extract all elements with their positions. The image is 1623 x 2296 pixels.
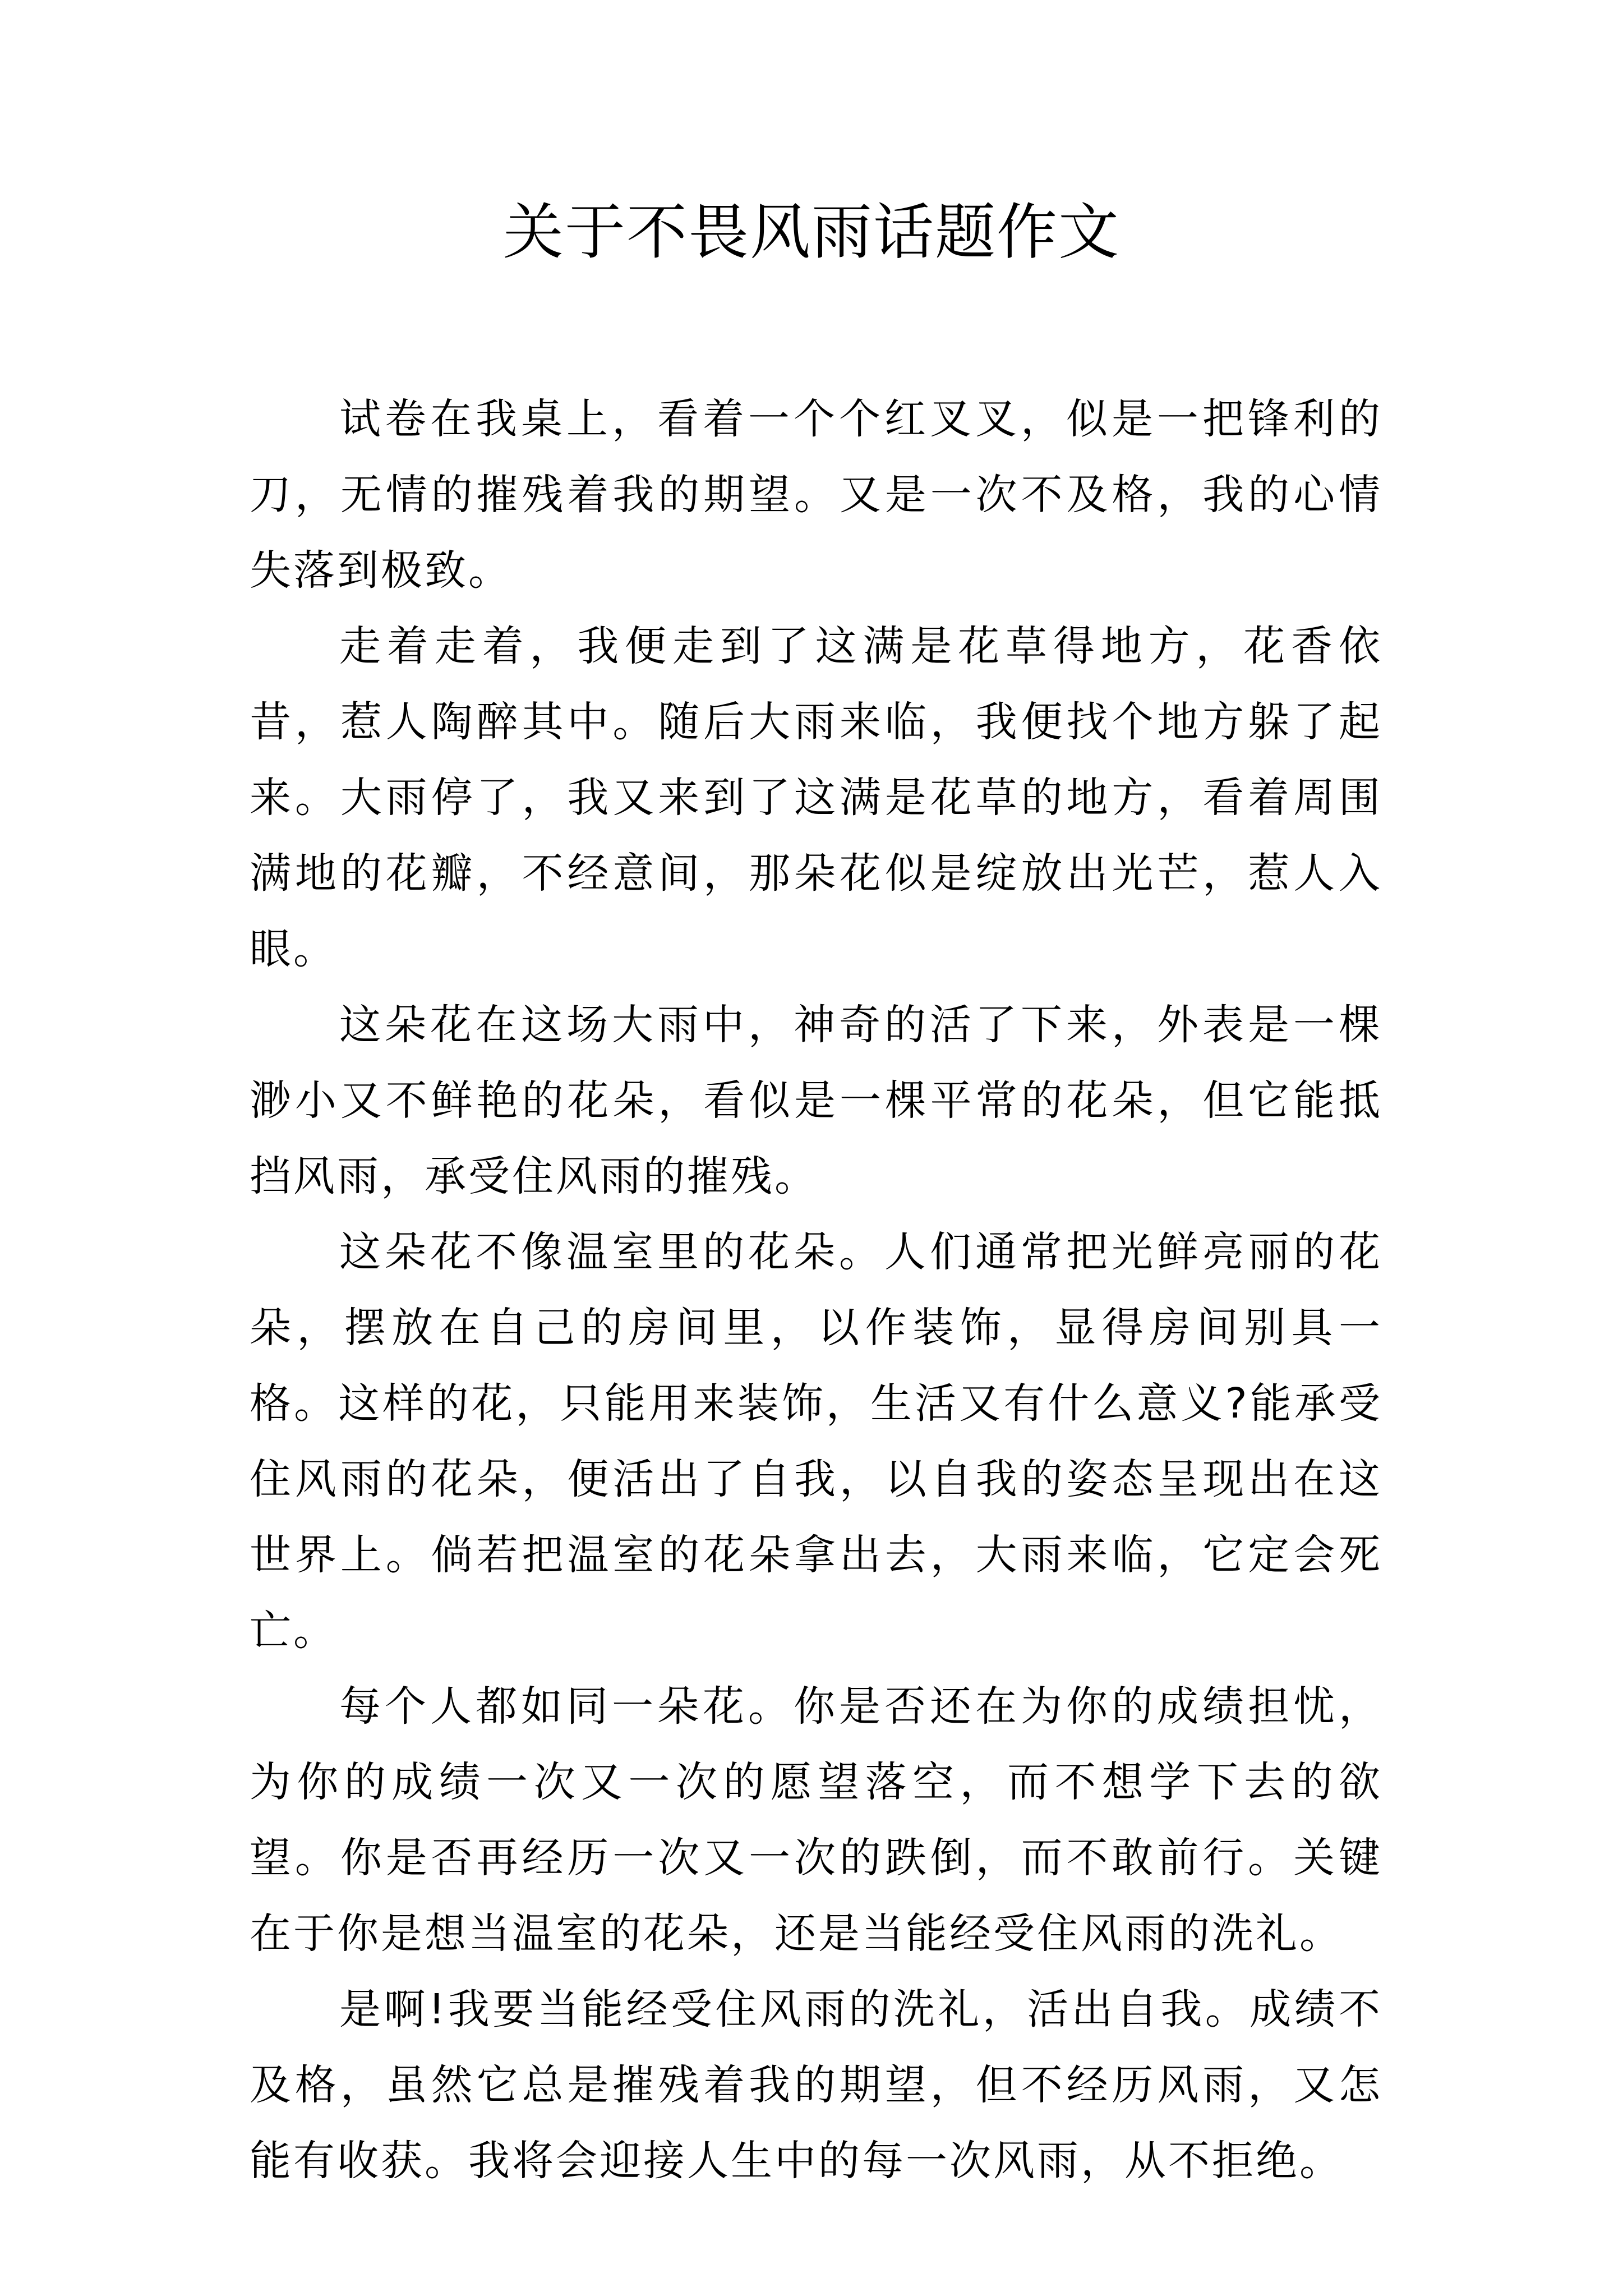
document-title: 关于不畏风雨话题作文 xyxy=(502,197,1120,268)
paragraph-5: 每个人都如同一朵花。你是否还在为你的成绩担忧，为你的成绩一次又一次的愿望落空，而不想学下去的欲望。你是否再经历一次又一次的跌倒，而不敢前行。关键在于你是想当温室的花朵，还是当能经受住风雨的洗礼。 xyxy=(250,1682,1382,1958)
paragraph-2: 走着走着，我便走到了这满是花草得地方，花香依昔，惹人陶醉其中。随后大雨来临，我便找个地方躲了起来。大雨停了，我又来到了这满是花草的地方，看着周围满地的花瓣，不经意间，那朵花似是绽放出光芒，惹人入眼。 xyxy=(250,622,1382,973)
paragraph-6: 是啊!我要当能经受住风雨的洗礼，活出自我。成绩不及格，虽然它总是摧残着我的期望，但不经历风雨，又怎能有收获。我将会迎接人生中的每一次风雨，从不拒绝。 xyxy=(250,1985,1382,2185)
document-body xyxy=(250,381,1382,2199)
paragraph-4: 这朵花不像温室里的花朵。人们通常把光鲜亮丽的花朵，摆放在自己的房间里，以作装饰，显得房间别具一格。这样的花，只能用来装饰，生活又有什么意义?能承受住风雨的花朵，便活出了自我，以自我的姿态呈现出在这世界上。倘若把温室的花朵拿出去，大雨来临，它定会死亡。 xyxy=(250,1228,1382,1655)
paragraph-3: 这朵花在这场大雨中，神奇的活了下来，外表是一棵渺小又不鲜艳的花朵，看似是一棵平常的花朵，但它能抵挡风雨，承受住风雨的摧残。 xyxy=(250,1001,1382,1200)
paragraph-1: 试卷在我桌上，看着一个个红叉叉，似是一把锋利的刀，无情的摧残着我的期望。又是一次不及格，我的心情失落到极致。 xyxy=(250,395,1382,595)
